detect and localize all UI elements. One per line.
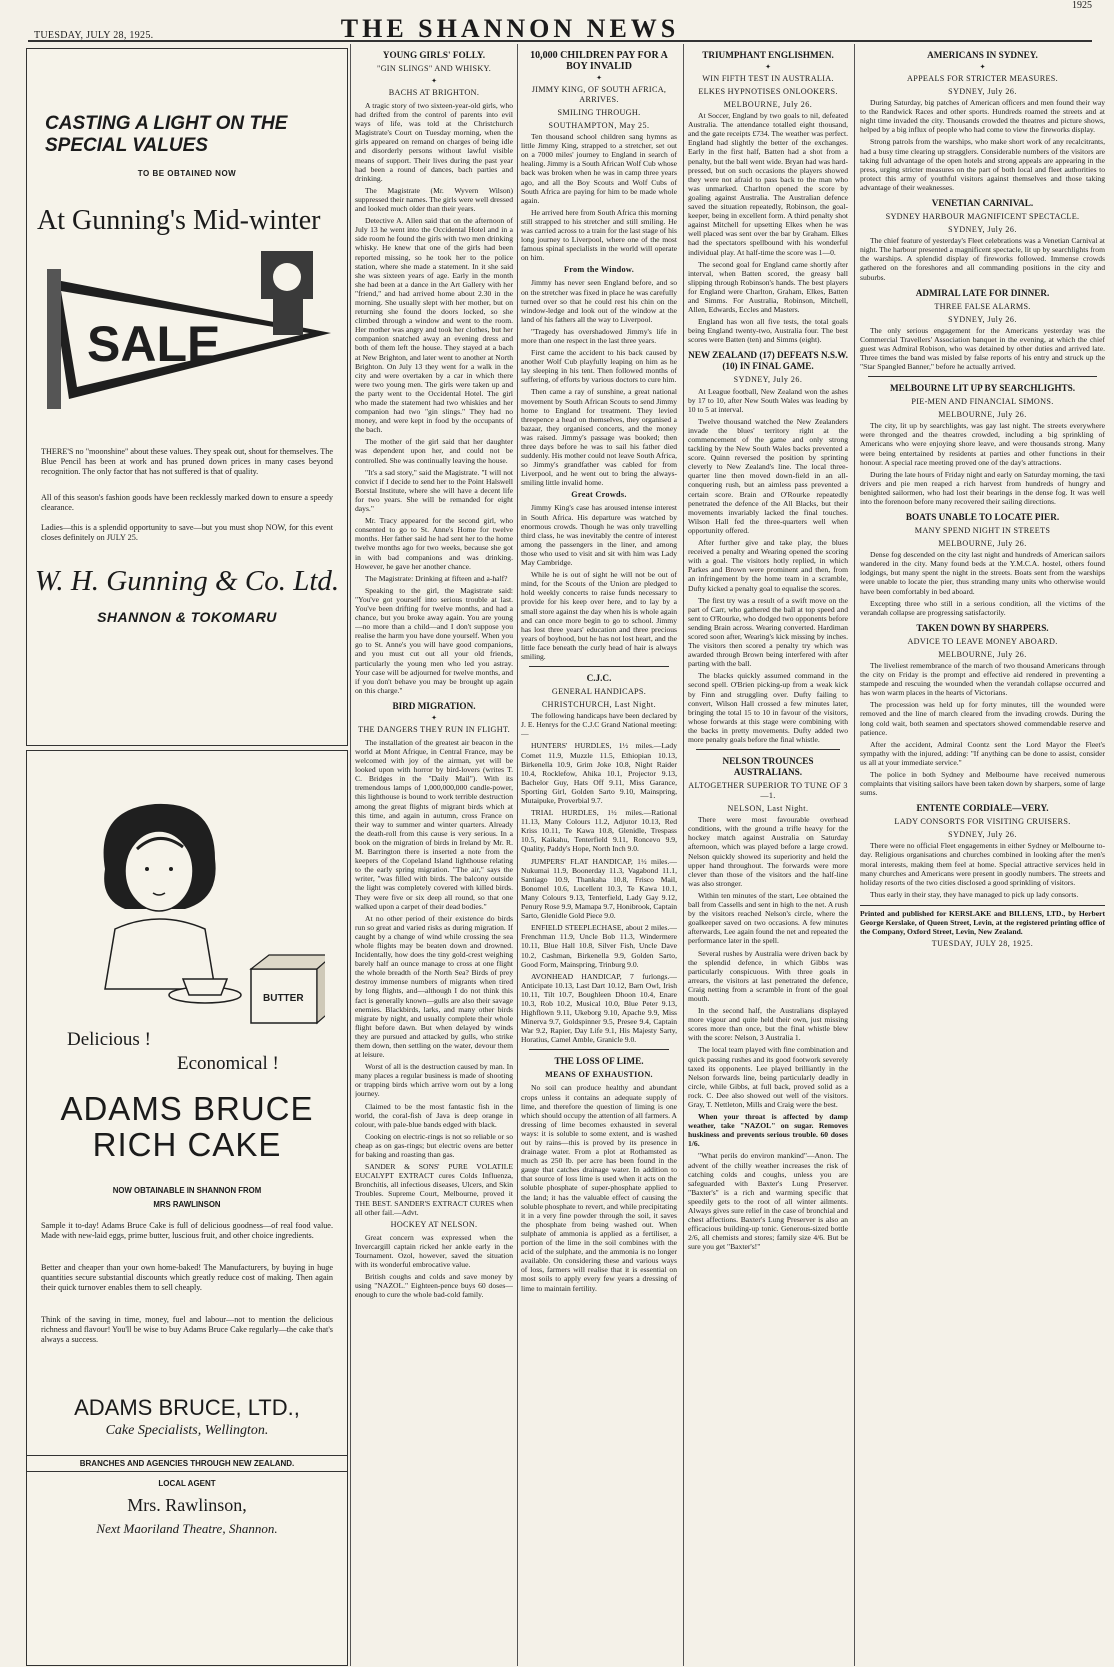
dateline: SYDNEY, July 26. (948, 830, 1017, 840)
article-paragraph: Excepting three who still in a serious condition, all the victims of the verandah collapse are progressing satisfactorily. (860, 598, 1105, 617)
masthead (0, 0, 1114, 44)
column-rule (517, 44, 518, 1666)
adams-cake-specialists: Cake Specialists, Wellington. (105, 1423, 269, 1438)
gunning-firm-locations: SHANNON & TOKOMARU (97, 609, 277, 625)
advertisement-paragraph: SANDER & SONS' PURE VOLATILE EUCALYPT EXTRACT cures Colds Influenza, Bronchitis, all infectious diseases, Ulcers, and Skin Troubles. Supreme Court, Melbourne, proved it THE BEST. SANDER'S EXTRACT CURES when all other fail.—Advt. (355, 1162, 513, 1217)
article-headline: MELBOURNE LIT UP BY SEARCHLIGHTS. (889, 383, 1076, 394)
article-paragraph: Thus early in their stay, they have managed to pick up lady consorts. (870, 889, 1079, 899)
article-subhead: PIE-MEN AND FINANCIAL SIMONS. (911, 397, 1054, 407)
article-subhead: MANY SPEND NIGHT IN STREETS (914, 526, 1051, 536)
article-paragraph: There were most favourable overhead conditions, with the ground a trifle heavy for the hockey match against Australia on Saturday afternoon, which was played before a large crowd. Nelson quickly showed its superiority and held the upper hand throughout. The forwards were more clever than those of the visitors and the half-line was also stronger. (688, 815, 848, 888)
newspaper-title: THE SHANNON NEWS (340, 14, 680, 43)
imprint-date: TUESDAY, JULY 28, 1925. (931, 939, 1034, 949)
article-paragraph: Cooking on electric-rings is not so reliable or so cheap as on gas-rings; but electric ovens are better for baking and roasting than gas. (355, 1131, 513, 1160)
column-rule (350, 44, 351, 1666)
article-subhead: SMILING THROUGH. (557, 108, 641, 117)
article-paragraph: Jimmy King's case has aroused intense interest in South Africa. His departure was watched by enormous crowds. Though he was only travelling third class, he was inevitably the centre of interest among the passengers in the liner, and among those who used to visit and sit with him was Lady May Cambridge. (521, 503, 677, 568)
dateline: NELSON, Last Night. (727, 804, 809, 814)
article-crosshead: Great Crowds. (571, 490, 627, 500)
section-rule (529, 1049, 669, 1050)
section-rule (696, 749, 840, 750)
article-subhead: WIN FIFTH TEST IN AUSTRALIA. (702, 74, 834, 83)
article-crosshead: From the Window. (563, 265, 635, 275)
column-jimmy-king (521, 44, 677, 1664)
article-paragraph: Jimmy has never seen England before, and so on the stretcher was fixed in place he was carefully turned over so that he could rest his chin on the window-ledge and look out of the window at the land of his fathers all the way to Liverpool. (521, 278, 677, 324)
article-headline: YOUNG GIRLS' FOLLY. (382, 50, 486, 60)
article-subhead: APPEALS FOR STRICTER MEASURES. (907, 74, 1058, 83)
article-paragraph: He arrived here from South Africa this morning still strapped to his stretcher and still smiling. He was carried across to a train for the last stage of his long journey to Liverpool, where one of the most famous spinal specialists in the world will operate on him. (521, 207, 677, 263)
article-paragraph: At League football, New Zealand won the ashes by 17 to 10, after New South Wales was leading by 10 to 5 at interval. (688, 386, 848, 414)
article-paragraph: During Saturday, big patches of American officers and men found their way to the Randwick Races and other sports. Hundreds roamed the streets and at night time invaded the city. Thousands crowded the theatres and picture shows, helped by a big influx of people who had come to view the fireworks display. (860, 98, 1105, 135)
column-rule (683, 44, 684, 1666)
article-headline: BOATS UNABLE TO LOCATE PIER. (905, 512, 1060, 523)
column-sport (688, 44, 848, 1664)
adams-copy-3: Think of the saving in time, money, fuel and labour—not to mention the delicious richness and flavour! You'll be wise to buy Adams Bruce Cake regularly—the cake that's always a success. (41, 1315, 333, 1344)
article-paragraph: England has won all five tests, the total goals being England twenty-two, Australia four. The best scores were Batten (ten) and Simms (eight). (688, 317, 848, 345)
article-paragraph: Ten thousand school children sang hymns as little Jimmy King, strapped to a stretcher, set out on a 7000 miles' journey to England in search of healing. Jimmy is a South African Wolf Cub whose back was broken when he was in camp three years ago, and all the Boy Scouts and Wolf Cubs of South Africa are paying for him to be made whole again. (521, 132, 677, 205)
article-subhead: ADVICE TO LEAVE MONEY ABOARD. (907, 636, 1058, 646)
column-rule (854, 44, 855, 1666)
article-subhead: THE DANGERS THEY RUN IN FLIGHT. (358, 724, 510, 734)
handicap-paragraph: AVONHEAD HANDICAP, 7 furlongs.—Anticipate 10.13, Last Dart 10.12, Barn Owl, Irish 10.11, Tilt 10.7, Boughleen Dhoon 10.4, Enare 10.3, Rob 10.2, Musical 10.0, Blue Peter 9.13, Highflown 9.11, Ukeborg 9.10, Apache 9.9, Miss Minerva 9.7, Goldspinner 9.5, Presee 9.4, Captain War 9.2, Rapier, Day Life 9.1, His Majesty Sarty, Horatius, Camel Amble, Granicle 9.0. (521, 971, 677, 1045)
article-headline: NELSON TROUNCES AUSTRALIANS. (722, 756, 814, 778)
article-headline: HOCKEY AT NELSON. (390, 1219, 478, 1229)
article-paragraph: The local team played with fine combination and quick passing rushes and its good footwork severely taxed its opponents. Lee played brilliantly in the Nelson forwards line, being particularly deadly in circle, while Gibbs, at full back, proved solid as a rock. C. Dee also showed out well of the visitors. Gray, T. Nettleton, Mills and Craig were the best. (688, 1045, 848, 1109)
article-subhead: ALTOGETHER SUPERIOR TO TUNE OF 3—1. (688, 781, 848, 801)
dateline: SYDNEY, July 26. (948, 314, 1017, 324)
article-paragraph: After the accident, Admiral Coontz sent the Lord Mayor the Fleet's sympathy with the injured, adding: "If anything can be done to assist, consider us all at your immediate service." (860, 739, 1105, 767)
section-rule (529, 666, 669, 667)
ornament: ✦ (431, 77, 437, 85)
lady-with-tea-illustration (55, 789, 325, 1049)
gunning-copy-2: All of this season's fashion goods have been recklessly marked down to ensure a speedy clearance. (41, 493, 333, 512)
advertisement-paragraph: When your throat is affected by damp weather, take "NAZOL" on sugar. Removes huskiness and prevents serious trouble. 60 doses 1/6. (688, 1112, 848, 1149)
dateline: MELBOURNE, July 26. (938, 649, 1027, 659)
sale-pennant-illustration (47, 249, 337, 419)
gunning-obtain-line: TO BE OBTAINED NOW (137, 169, 237, 178)
article-paragraph: The city, lit up by searchlights, was gay last night. The streets everywhere were thronged and the theatres crowded, including a big sprinkling of Americans who were enjoying shore leave, and were thousands strong. Many were being entertained by residents at parties and other functions in their honour. A special race meeting proved one of the day's attractions. (860, 421, 1105, 467)
butter-box-label: BUTTER (263, 993, 304, 1004)
advertisement-paragraph: British coughs and colds and save money by using "NAZOL." Eighteen-pence buys 60 doses—enough to cure the whole bad-cold family. (355, 1272, 513, 1300)
article-paragraph: The blacks quickly assumed command in the second spell. O'Brien picking-up from a weak kick by Finn and struggling over. Dufty failing to convert, Wilson Hall crossed a few minutes later, bringing the total 15 to 10 in favour of the visitors, whose forwards at this stage were combining with the backs in pretty movements. Dufty added two more penalty goals before the final whistle. (688, 671, 848, 744)
article-paragraph: There were no official Fleet engagements in either Sydney or Melbourne to-day. Religious organisations and churches combined in looking after the men's moral interests, making them feel at home. Special attractive services held in many churches and Americans were present in goodly numbers. The streets and holiday resorts of the two cities disclosed a good sprinkling of visitors. (860, 841, 1105, 887)
article-paragraph: At Soccer, England by two goals to nil, defeated Australia. The attendance totalled eight thousand, and the gate receipts £734. The weather was perfect. England had slightly the better of the exchanges. Early in the first half, Batten had a shot from a penalty, but the ball went wide. Bryan had was hard-pressed, but on such occasions the players showed they were not afraid to pass back to the man who was unmarked. Charlton opened the score by goaling against Australia. The Australian defence saved the situation repeatedly, Robinson, the goal-keeper, being in excellent form. A third penalty shot against Mitchell for upsetting Elkes when he was well placed was sent over the bar by Graham. Elkes had the spectators spellbound with his wonderful individual play. At half-time the score was 1—0. (688, 111, 848, 257)
article-paragraph: The Magistrate: Drinking at fifteen and a-half? (365, 573, 508, 583)
adams-bruce-ltd: ADAMS BRUCE, LTD., (74, 1395, 300, 1420)
article-paragraph: The following handicaps have been declared by J. E. Henrys for the C.J.C Grand National meeting:— (521, 711, 677, 739)
ornament: ✦ (979, 63, 986, 71)
article-paragraph: The installation of the greatest air beacon in the world at Mont Afrique, in Central France, may be welcomed with joy of the airman, yet will be looked upon with horror by bird-lovers (writes T. C. Bridges in the "Daily Mail"). With its tremendous lamps of 1,000,000,000 candle-power, this lighthouse is bound to work terrible destruction among the great flights of migrant birds which at this time, and again in autumn, cross France on their way to summer and winter quarters. Already the death-roll from this cause is very serious. In a book on the migration of birds in Ireland by Mr. R. M. Barrington there is inserted a note from the keepers of the Copeland Island lighthouse relating to the early spring migration. "The air," says the writer, "was filled with birds. The balcony outside the light was completely covered with killed birds. They were five or six deep all round, so that one walked upon a carpet of their dead bodies." (355, 737, 513, 911)
column-americans (860, 44, 1105, 1664)
ornament: ✦ (596, 74, 602, 82)
article-paragraph: The first try was a result of a swift move on the part of Carr, who gathered the ball at top speed and sent to O'Rourke, who dodged two opponents before sending Brain across. Wearing converted. Hardiman scored soon after, Wearing's kick missing by inches. The visitors then scored a penalty try which was awarded through Brown being interfered with after parting with the ball. (688, 595, 848, 669)
article-subhead: SYDNEY HARBOUR MAGNIFICENT SPECTACLE. (885, 212, 1080, 222)
article-paragraph: First came the accident to his back caused by another Wolf Cub playfully leaping on him as he lay sleeping in his tent. Then followed months of suffering, of efforts by various doctors to cure him. (521, 348, 677, 385)
adams-title-line-1: ADAMS BRUCE (60, 1090, 314, 1127)
article-subhead: JIMMY KING, OF SOUTH AFRICA, ARRIVES. (531, 85, 667, 104)
article-paragraph: Dense fog descended on the city last night and hundreds of American sailors wandered in the city. Many found beds at the Y.M.C.A. hostel, others found lodgings, but many spent the night in the streets. Boats sent from the warships were unable to locate the pier, thus stranding many units who otherwise would have been comfortably in bed aboard. (860, 550, 1105, 596)
article-paragraph: Within ten minutes of the start, Lee obtained the ball from Cassells and sent in high to the net. A rush by the visitors reached Nelson's circle, where the goalkeeper saved on two occasions. A few minutes afterwards, Lee again found the net and repeated the performance later in the spell. (688, 890, 848, 946)
article-subhead: LADY CONSORTS FOR VISITING CRUISERS. (894, 817, 1071, 827)
article-paragraph: Speaking to the girl, the Magistrate said: "You've got yourself into serious trouble at last. You've been drifting for twelve months, and had a chance, but you broke away again. You are young—no more than a child—and I don't suppose you realise the harm you have done yourself. When you go to St. Anne's you will have good companions, and you must cut out all your old friends, particularly the young men who led you astray. Your case will be adjourned for twelve months, and if you don't behave you may be brought up again on this charge." (355, 585, 513, 695)
adams-delicious: Delicious ! (67, 1029, 151, 1050)
handicap-paragraph: HUNTERS' HURDLES, 1½ miles.—Lady Comet 11.9, Muzzle 11.5, Ethiopian 10.13, Birkenella 10.9, Grim Joke 10.8, Night Raider 10.4, Rocklefow, Ahika 10.1, Projector 9.13, Bachelor Guy, Hats Off 9.11, Miss Garance, Sporting Girl, Golden Sarto 9.10, Mainspring, Mutaipuke, Proverbial 9.7. (521, 741, 677, 805)
handicap-paragraph: TRIAL HURDLES, 1½ miles.—Rational 11.13, Many Colours 11.2, Adjutor 10.13, Red Kriss 10.11, Te Kawa 10.8, Glenidle, Trespass 10.5, Kaikahu, Tenterfield 9.11, Roncevo 9.9, Quality, Paddy's Hope, North Inch 9.0. (521, 808, 677, 854)
printer-imprint: Printed and published for KERSLAKE and BILLENS, LTD., by Herbert George Kerslake, of Queen Street, Levin, at the registered printing office of the Company, Oxford Street, Levin, New Zealand. (860, 905, 1105, 936)
adams-copy-2: Better and cheaper than your own home-baked! The Manufacturers, by buying in huge quantities secure substantial discounts which greatly reduce cost of making. Then again their quick turnover enables them to sell cheaply. (41, 1263, 333, 1292)
sale-word: SALE (87, 316, 221, 372)
article-subhead: "GIN SLINGS" AND WHISKY. (376, 64, 492, 73)
article-paragraph: At no other period of their existence do birds run so great and varied risks as during migration. If caught by a change of wind while crossing the sea whole flights may be beaten down and drowned. Incidentally, how does the tiny gold-crest weighing barely half an ounce manage to cross at one flight the whole breadth of the North Sea? Birds of prey destroy immense numbers of migrants when tired by long flights, and—although I do not think this fact is generally known—gulls are also their savage enemies. Blackbirds, larks, and many other birds migrate by night, and usually complete their whole flight before dawn. But when delayed by winds they are pursued and attacked by gulls, who strike them down, then settling on the water, devour them at leisure. (355, 913, 513, 1060)
article-paragraph: During the late hours of Friday night and early on Saturday morning, the taxi drivers and pie men reaped a rich harvest from hundreds of hungry and benighted sailormen, who had lost their bearings in the dense fog. It was well into the forenoon before many recovered their sailing directions. (860, 469, 1105, 506)
adams-agent-caps: MRS RAWLINSON (153, 1200, 221, 1209)
article-headline: ENTENTE CORDIALE—VERY. (916, 803, 1049, 814)
article-headline: NEW ZEALAND (17) DEFEATS N.S.W. (10) IN FINAL GAME. (688, 350, 848, 372)
gunning-copy-1: THERE'S no "moonshine" about these values. They speak out, shout for themselves. The Blue Pencil has been at work and has pruned down prices in many cases beyond recognition. The only factor that has not suffered is that of quality. (41, 447, 333, 476)
gunning-casting-headline: CASTING A LIGHT ON THE SPECIAL VALUES (45, 113, 288, 156)
issue-date: TUESDAY, JULY 28, 1925. (34, 30, 154, 41)
gunning-firm-name: W. H. Gunning & Co. Ltd. (34, 565, 340, 597)
dateline: MELBOURNE, July 26. (938, 539, 1027, 549)
dateline: SYDNEY, July 26. (948, 225, 1017, 235)
adams-agent-name: Mrs. Rawlinson, (127, 1495, 247, 1515)
article-paragraph: No soil can produce healthy and abundant crops unless it contains an adequate supply of lime, and therefore the question of liming is one which should occupy the attention of all farmers. A dressing of lime becomes exhausted in several ways: it is soluble to some extent, and is washed out by rains—this is proved by its presence in drainage water. From a plot at Rothamsted as much as 250 lb. per acre has been found in the gauge that catches drainage water. In addition to that source of loss lime is used when it acts on the soluble phosphate of super-phosphate applied to the land; it has the valuable effect of causing the soluble phosphate to revert, and while precipitating it in a very fine powder through the soil, it saves the phosphate from being washed out. When sulphate of ammonia is applied as a fertiliser, a portion of the lime in the soil combines with the acid of the sulphate, and the ammonia is no longer available. On considering these and various ways of loss, farmers will realise that it is essential on most soils to apply every few years a dressing of lime to maintain fertility. (521, 1083, 677, 1293)
adams-branches-line: BRANCHES AND AGENCIES THROUGH NEW ZEALAND. (27, 1455, 347, 1472)
article-paragraph: "Tragedy has overshadowed Jimmy's life in more than one respect in the last three years. (521, 326, 677, 345)
dateline: CHRISTCHURCH, Last Night. (541, 700, 657, 710)
article-subhead: ELKES HYPNOTISES ONLOOKERS. (698, 87, 838, 96)
adams-obtainable-line: NOW OBTAINABLE IN SHANNON FROM (112, 1186, 262, 1195)
gunning-sale-advert (26, 48, 348, 746)
adams-economical: Economical ! (177, 1053, 279, 1074)
article-paragraph: The Magistrate (Mr. Wyvern Wilson) suppressed their names. The girls were well dressed and looked much older than their years. (355, 185, 513, 214)
article-paragraph: Then came a ray of sunshine, a great national movement by South African Scouts to send Jimmy home to England for treatment. They levied threepence a head on themselves, they organised a bazaar, they organised concerts, and the money was raised. Jimmy's passage was booked; then three days before he was to sail his father died suddenly. His mother could not leave South Africa, so Jimmy's grandfather was cabled for from Liverpool, and he went out to bring the always-smiling little invalid home. (521, 387, 677, 488)
article-paragraph: The chief feature of yesterday's Fleet celebrations was a Venetian Carnival at night. The harbour presented a magnificent spectacle, lit up by searchlights from the warships. A splendid display of fireworks followed. Immense crowds gathered on the foreshores and all commanding positions in the city and suburbs. (860, 236, 1105, 282)
article-paragraph: Great concern was expressed when the Invercargill captain ricked her ankle early in the Tournament. Ozol, however, saved the situation with its wonderful embrocative value. (355, 1232, 513, 1269)
article-subhead: MEANS OF EXHAUSTION. (545, 1070, 653, 1080)
article-paragraph: The second goal for England came shortly after interval, when Batten scored, the greasy ball slipping through Robinson's hands. The best players for England were Charlton, Graham, Elkes, Batten and Simms. For Australia, Robinson, Mitchell, Allen, Edwards, Eccles and Masters. (688, 259, 848, 315)
masthead-rule (28, 40, 1092, 42)
article-headline: ADMIRAL LATE FOR DINNER. (915, 287, 1050, 298)
article-subhead: THREE FALSE ALARMS. (934, 301, 1031, 311)
column-girls-folly (355, 44, 513, 1664)
article-paragraph: After further give and take play, the blues received a penalty and Wearing opened the scoring with a goal. The visitors hotly replied, in which Parkes and Brown were prominent and then, from an infringement by the home team in a scramble, Dufty kicked a penalty goal to equalise the scores. (688, 538, 848, 593)
dateline: SYDNEY, July 26. (948, 87, 1017, 96)
adams-agent-address: Next Maoriland Theatre, Shannon. (96, 1521, 278, 1536)
article-headline: THE LOSS OF LIME. (554, 1056, 644, 1067)
gunning-headline: At Gunning's Mid-winter (37, 205, 321, 236)
article-paragraph: Several rushes by Australia were driven back by the splendid defence, in which Gibbs was particularly conspicuous. With three goals in arrears, the visitors at last penetrated the defence, Craig netting from a scramble in front of the goal mouth. (688, 948, 848, 1003)
handicap-paragraph: JUMPERS' FLAT HANDICAP, 1½ miles.—Nukumai 11.9, Boonerday 11.3, Vagabond 11.1, Santiago 10.9, Thankaha 10.8, Frisco Mail, Bonomel 10.6, Lucellent 10.3, Te Kawa 10.1, Many Colours 9.13, Tenterfield, Lady Gay 9.12, Penury Rose 9.9, Mamapa 9.7, Honibrook, Captain Sarto, Glenidle Gold Piece 9.0. (521, 856, 677, 921)
article-headline: 10,000 CHILDREN PAY FOR A BOY INVALID (530, 50, 668, 72)
article-paragraph: "It's a sad story," said the Magistrate. "I will not convict if I decide to send her to the Point Halswell Borstal Institute, where she will have a decent life for two years. She will be remanded for eight days." (355, 467, 513, 514)
handicap-paragraph: ENFIELD STEEPLECHASE, about 2 miles.—Frenchman 11.9, Uncle Bob 11.3, Windermere 10.11, Blue Hall 10.8, Silver Fish, Uncle Dave 10.2, Cashman, Birkenella 9.9, Golden Sarto, Good Form, Mainspring, Trinburg 9.0. (521, 923, 677, 969)
ornament: ✦ (431, 713, 437, 722)
adams-local-agent-label: LOCAL AGENT (158, 1479, 216, 1488)
adams-title-line-2: RICH CAKE (92, 1126, 282, 1163)
corner-year: 1925 (1072, 0, 1092, 11)
article-paragraph: The liveliest remembrance of the march of two thousand Americans through the city on Friday is the prompt and effective aid rendered in preventing a stampede and rescuing the wounded when the verandah collapse occurred and has won warm places in the hearts of Victorians. (860, 660, 1105, 698)
article-subhead: GENERAL HANDICAPS. (551, 687, 647, 697)
dateline: MELBOURNE, July 26. (938, 410, 1027, 420)
article-paragraph: While he is out of sight he will not be out of mind, for the Scouts of the Union are pledged to hold weekly concerts to raise funds necessary to provide for his keep over here, and to lay by a small store against the day when his is whole again and can once more begin to go to school. Jimmy has lost three years' education and three precious years of boyhood, but he has not lost heart, and the little face beneath the curly head of hair is always smiling. (521, 570, 677, 661)
adams-copy-1: Sample it to-day! Adams Bruce Cake is full of delicious goodness—of real food value. Made with new-laid eggs, prime butter, luscious fruit, and other choice ingredients. (41, 1221, 333, 1240)
article-headline: BIRD MIGRATION. (392, 700, 476, 711)
dateline: SYDNEY, July 26. (733, 375, 803, 385)
article-paragraph: Mr. Tracy appeared for the second girl, who consented to go to St. Anne's Home for twelve months. Her father said he had sent her to the home twelve months ago for two weeks, because she got in with bad companions and was drinking. However, he gave her another chance. (355, 516, 513, 571)
article-paragraph: Detective A. Allen said that on the afternoon of July 13 he went into the Occidental Hotel and in a side room he found the girls with two men drinking whisky. He knew that one of the girls had been reported missing, so he took her to the police station, where she made a statement. In it she said she was sixteen years of age. Early in the month she had been at a dance in the Art Gallery with her "friend," and had arrived home about 2.30 in the morning. She usually slept with her mother, but on returning she found the doors locked, so she climbed through a window and went to the room. Her mother was angry and took her clothes, but her companion snatched away an evening dress and both of them left the house. They stayed at a bach at New Brighton, and later went to another at North Brighton. On July 13 they went for a walk in the city and were overtaken by a car in which there were two young men. The girls were taken up and the party went to the Occidental Hotel. The girl who made the statement had two whiskies and her companion had two "gin slings." They had no money, and were kept in food by the occupants of the bach. (355, 216, 513, 435)
article-paragraph: Claimed to be the most fantastic fish in the world, the coral-fish of Java is deep orange in colour, with pale-blue bands edged with black. (355, 1101, 513, 1129)
adams-bruce-advert (26, 750, 348, 1666)
section-rule (868, 376, 1097, 377)
article-paragraph: Twelve thousand watched the New Zealanders invade the blues' territory right at the commencement of the game and only strong tackling by the New South Wales backs prevented a score. Quinn reversed the position by sprinting cleverly to New Zealand's line. The local three-quarter line then moved down-field in an all-conquering rush, but an aimless pass prevented a certain score. Brain and O'Rourke repeatedly penetrated the defence of the All Blacks, but their movements invariably lacked the final touches. Wilson Hall fed the three-quarters well when opportunity offered. (688, 416, 848, 535)
article-subhead: BACHS AT BRIGHTON. (388, 88, 480, 97)
article-paragraph: The only serious engagement for the Americans yesterday was the Commercial Travellers' Association banquet in the evening, at which the chief guest was Admiral Robison, who was detained by other duties and arrived late. Three times the band was misled by false reports of his entry and struck up the "Star Spangled Banner," before he actually arrived. (860, 325, 1105, 372)
article-headline: VENETIAN CARNIVAL. (931, 198, 1034, 209)
dateline: MELBOURNE, July 26. (723, 100, 813, 109)
article-paragraph: Worst of all is the destruction caused by man. In many places a regular business is made of shooting or trapping birds which arrive worn out by a long journey. (355, 1062, 513, 1099)
article-paragraph: The police in both Sydney and Melbourne have received numerous complaints that visiting sailors have been taken down by sharpers, some of large sums. (860, 769, 1105, 798)
adams-bruce-title (27, 1091, 347, 1163)
article-headline: C.J.C. (586, 673, 612, 684)
article-paragraph: A tragic story of two sixteen-year-old girls, who had drifted from the control of parents into evil ways of life, was told at the Christchurch Magistrate's Court on Tuesday morning, when the girls appeared on remand on charges of being idle and disorderly persons without lawful visible means of support. Their lives during the past year had been a round of dances, bach parties and drinking. (355, 101, 513, 183)
article-headline: TAKEN DOWN BY SHARPERS. (916, 622, 1049, 633)
article-headline: TRIUMPHANT ENGLISHMEN. (702, 50, 834, 60)
article-paragraph: In the second half, the Australians displayed more vigour and quite held their own, just missing scores more than once, but the final whistle blew with the score: Nelson, 3 Australia 1. (688, 1006, 848, 1043)
dateline: SOUTHAMPTON, May 25. (548, 121, 650, 130)
article-paragraph: Strong patrols from the warships, who make short work of any recalcitrants, had a busy time clearing up stragglers. Considerable numbers of the visitors are taking full advantage of the open hotels and strong appeals are appearing in the press, urging stricter measures on the part of both local and fleet authorities to protect this army of youthful visitors against themselves and those taking advantage of their weaknesses. (860, 137, 1105, 192)
ornament: ✦ (765, 63, 771, 71)
article-paragraph: The mother of the girl said that her daughter was dependent upon her, and could not be controlled. She was continually leaving the house. (355, 437, 513, 465)
article-paragraph: The procession was held up for forty minutes, till the wounded were removed and the line of march cleared from the invading crowds. During the long cold wait, both seamen and spectators showed commendable reserve and patience. (860, 700, 1105, 737)
article-headline: AMERICANS IN SYDNEY. (927, 50, 1038, 60)
advertisement-paragraph: "What perils do environ mankind"—Anon. The advent of the chilly weather increases the risk of catching colds and coughs, unless you are safeguarded with Baxter's Lung Preserver. "Baxter's" is a rich and warming specific that speedily gets to the root of all winter ailments. Always gives sure relief in the case of bronchial and chest affections. Baxter's Lung Preserver is also an efficacious building-up tonic. Generous-sized bottle 2/6, all chemists and stores; family size 4/6. But be sure you get "Baxter's!" (688, 1151, 848, 1252)
gunning-copy-3: Ladies—this is a splendid opportunity to save—but you must shop NOW, for this event closes definitely on JULY 25. (41, 523, 333, 542)
